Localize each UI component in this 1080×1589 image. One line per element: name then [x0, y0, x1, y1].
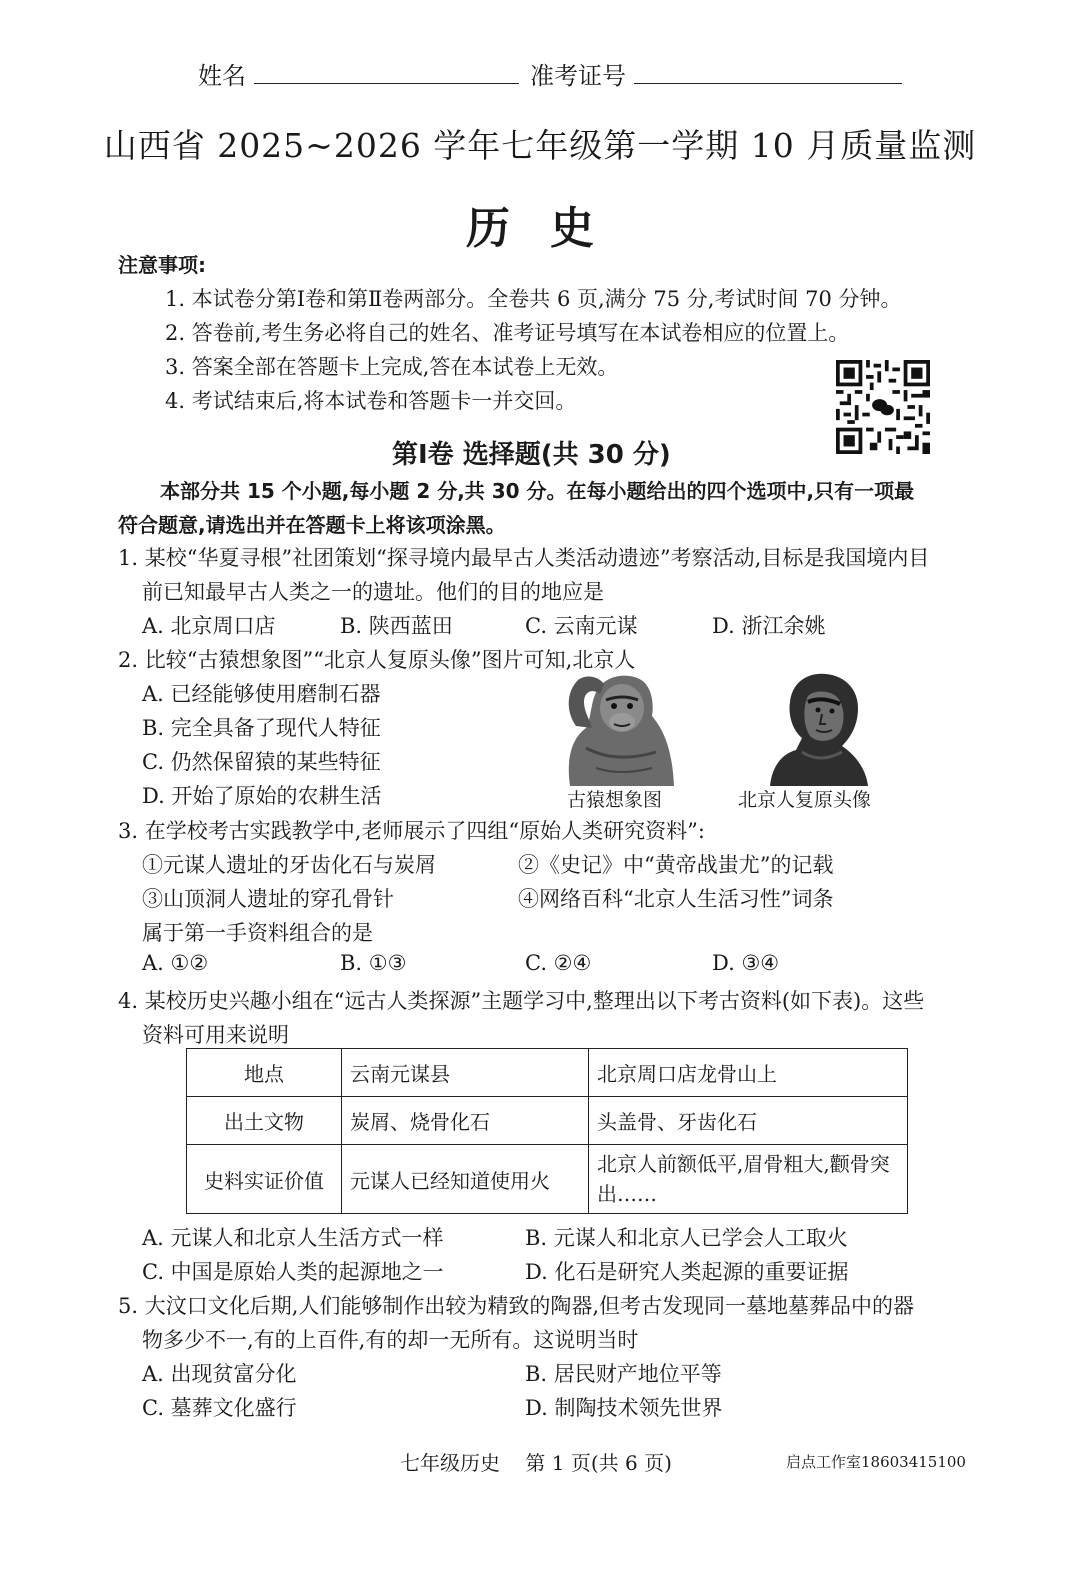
- peking-man-bust-image: [762, 668, 872, 786]
- studio-credit: 启点工作室18603415100: [786, 1453, 966, 1471]
- q2-option-b: B. 完全具备了现代人特征: [142, 716, 381, 740]
- q5-option-b: B. 居民财产地位平等: [525, 1362, 722, 1386]
- q2-option-a: A. 已经能够使用磨制石器: [142, 682, 381, 706]
- q3-question: 属于第一手资料组合的是: [142, 921, 373, 945]
- note-item: 3. 答案全部在答题卡上完成,答在本试卷上无效。: [165, 355, 619, 379]
- q2-option-c: C. 仍然保留猿的某些特征: [142, 750, 381, 774]
- notes-heading: 注意事项:: [118, 253, 206, 277]
- name-blank: [254, 61, 519, 84]
- q3-stem: 3. 在学校考古实践教学中,老师展示了四组“原始人类研究资料”:: [118, 819, 705, 843]
- table-cell: 云南元谋县: [342, 1049, 589, 1097]
- table-row: [187, 1049, 908, 1097]
- archaeology-table: [186, 1048, 908, 1214]
- q1-stem-line2: 前已知最早古人类之一的遗址。他们的目的地应是: [142, 580, 604, 604]
- table-cell: 史料实证价值: [187, 1145, 342, 1214]
- exam-id-field: [530, 56, 902, 91]
- q3-item-2: ②《史记》中“黄帝战蚩尤”的记载: [518, 853, 834, 877]
- q5-option-a: A. 出现贫富分化: [142, 1362, 297, 1386]
- table-row: [187, 1097, 908, 1145]
- q3-option-d: D. ③④: [712, 951, 780, 975]
- q3-item-1: ①元谋人遗址的牙齿化石与炭屑: [142, 853, 436, 877]
- q4-option-a: A. 元谋人和北京人生活方式一样: [142, 1226, 444, 1250]
- exam-title: 山西省 2025~2026 学年七年级第一学期 10 月质量监测: [103, 126, 977, 165]
- section-title: 第Ⅰ卷 选择题(共 30 分): [392, 440, 671, 470]
- section-intro-line2: 符合题意,请选出并在答题卡上将该项涂黑。: [118, 513, 506, 537]
- q5-stem-line2: 物多少不一,有的上百件,有的却一无所有。这说明当时: [142, 1328, 639, 1352]
- q1-stem-line1: 1. 某校“华夏寻根”社团策划“探寻境内最早古人类活动遗迹”考察活动,目标是我国境内目: [118, 546, 930, 570]
- exam-id-label: 准考证号: [530, 62, 626, 90]
- page-footer: 七年级历史 第 1 页(共 6 页): [400, 1451, 672, 1475]
- table-row: [187, 1145, 908, 1214]
- name-field: [198, 56, 519, 91]
- q4-stem-line2: 资料可用来说明: [142, 1023, 289, 1047]
- q1-option-b: B. 陕西蓝田: [340, 614, 453, 638]
- table-cell: 元谋人已经知道使用火: [342, 1145, 589, 1214]
- note-item: 2. 答卷前,考生务必将自己的姓名、准考证号填写在本试卷相应的位置上。: [165, 321, 850, 345]
- q3-item-4: ④网络百科“北京人生活习性”词条: [518, 887, 834, 911]
- q4-option-c: C. 中国是原始人类的起源地之一: [142, 1260, 444, 1284]
- q4-option-d: D. 化石是研究人类起源的重要证据: [525, 1260, 849, 1284]
- name-label: 姓名: [198, 62, 246, 90]
- section-intro-line1: 本部分共 15 个小题,每小题 2 分,共 30 分。在每小题给出的四个选项中,只有一项最: [160, 479, 915, 503]
- q2-option-d: D. 开始了原始的农耕生活: [142, 784, 382, 808]
- table-cell: 北京周口店龙骨山上: [589, 1049, 908, 1097]
- table-cell: 北京人前额低平,眉骨粗大,颧骨突出……: [589, 1145, 908, 1214]
- q5-option-c: C. 墓葬文化盛行: [142, 1396, 297, 1420]
- q1-option-c: C. 云南元谋: [525, 614, 638, 638]
- exam-id-blank: [634, 61, 902, 84]
- q1-option-a: A. 北京周口店: [142, 614, 276, 638]
- q4-stem-line1: 4. 某校历史兴趣小组在“远古人类探源”主题学习中,整理出以下考古资料(如下表)。这些: [118, 989, 925, 1013]
- table-cell: 出土文物: [187, 1097, 342, 1145]
- q3-item-3: ③山顶洞人遗址的穿孔骨针: [142, 887, 394, 911]
- q5-option-d: D. 制陶技术领先世界: [525, 1396, 723, 1420]
- subject-title: 历史: [466, 203, 634, 254]
- q3-option-a: A. ①②: [142, 951, 209, 975]
- ape-illustration-image: [556, 668, 680, 786]
- note-item: 4. 考试结束后,将本试卷和答题卡一并交回。: [165, 389, 577, 413]
- note-item: 1. 本试卷分第Ⅰ卷和第Ⅱ卷两部分。全卷共 6 页,满分 75 分,考试时间 70 分钟。: [165, 287, 902, 311]
- q3-option-b: B. ①③: [340, 951, 407, 975]
- table-cell: 炭屑、烧骨化石: [342, 1097, 589, 1145]
- peking-man-caption: 北京人复原头像: [738, 789, 872, 811]
- table-cell: 地点: [187, 1049, 342, 1097]
- ape-caption: 古猿想象图: [567, 789, 663, 811]
- q1-option-d: D. 浙江余姚: [712, 614, 826, 638]
- q2-stem: 2. 比较“古猿想象图”“北京人复原头像”图片可知,北京人: [118, 648, 636, 672]
- qr-code-icon: [836, 360, 930, 454]
- q5-stem-line1: 5. 大汶口文化后期,人们能够制作出较为精致的陶器,但考古发现同一墓地墓葬品中的器: [118, 1294, 915, 1318]
- q4-option-b: B. 元谋人和北京人已学会人工取火: [525, 1226, 848, 1250]
- q3-option-c: C. ②④: [525, 951, 592, 975]
- table-cell: 头盖骨、牙齿化石: [589, 1097, 908, 1145]
